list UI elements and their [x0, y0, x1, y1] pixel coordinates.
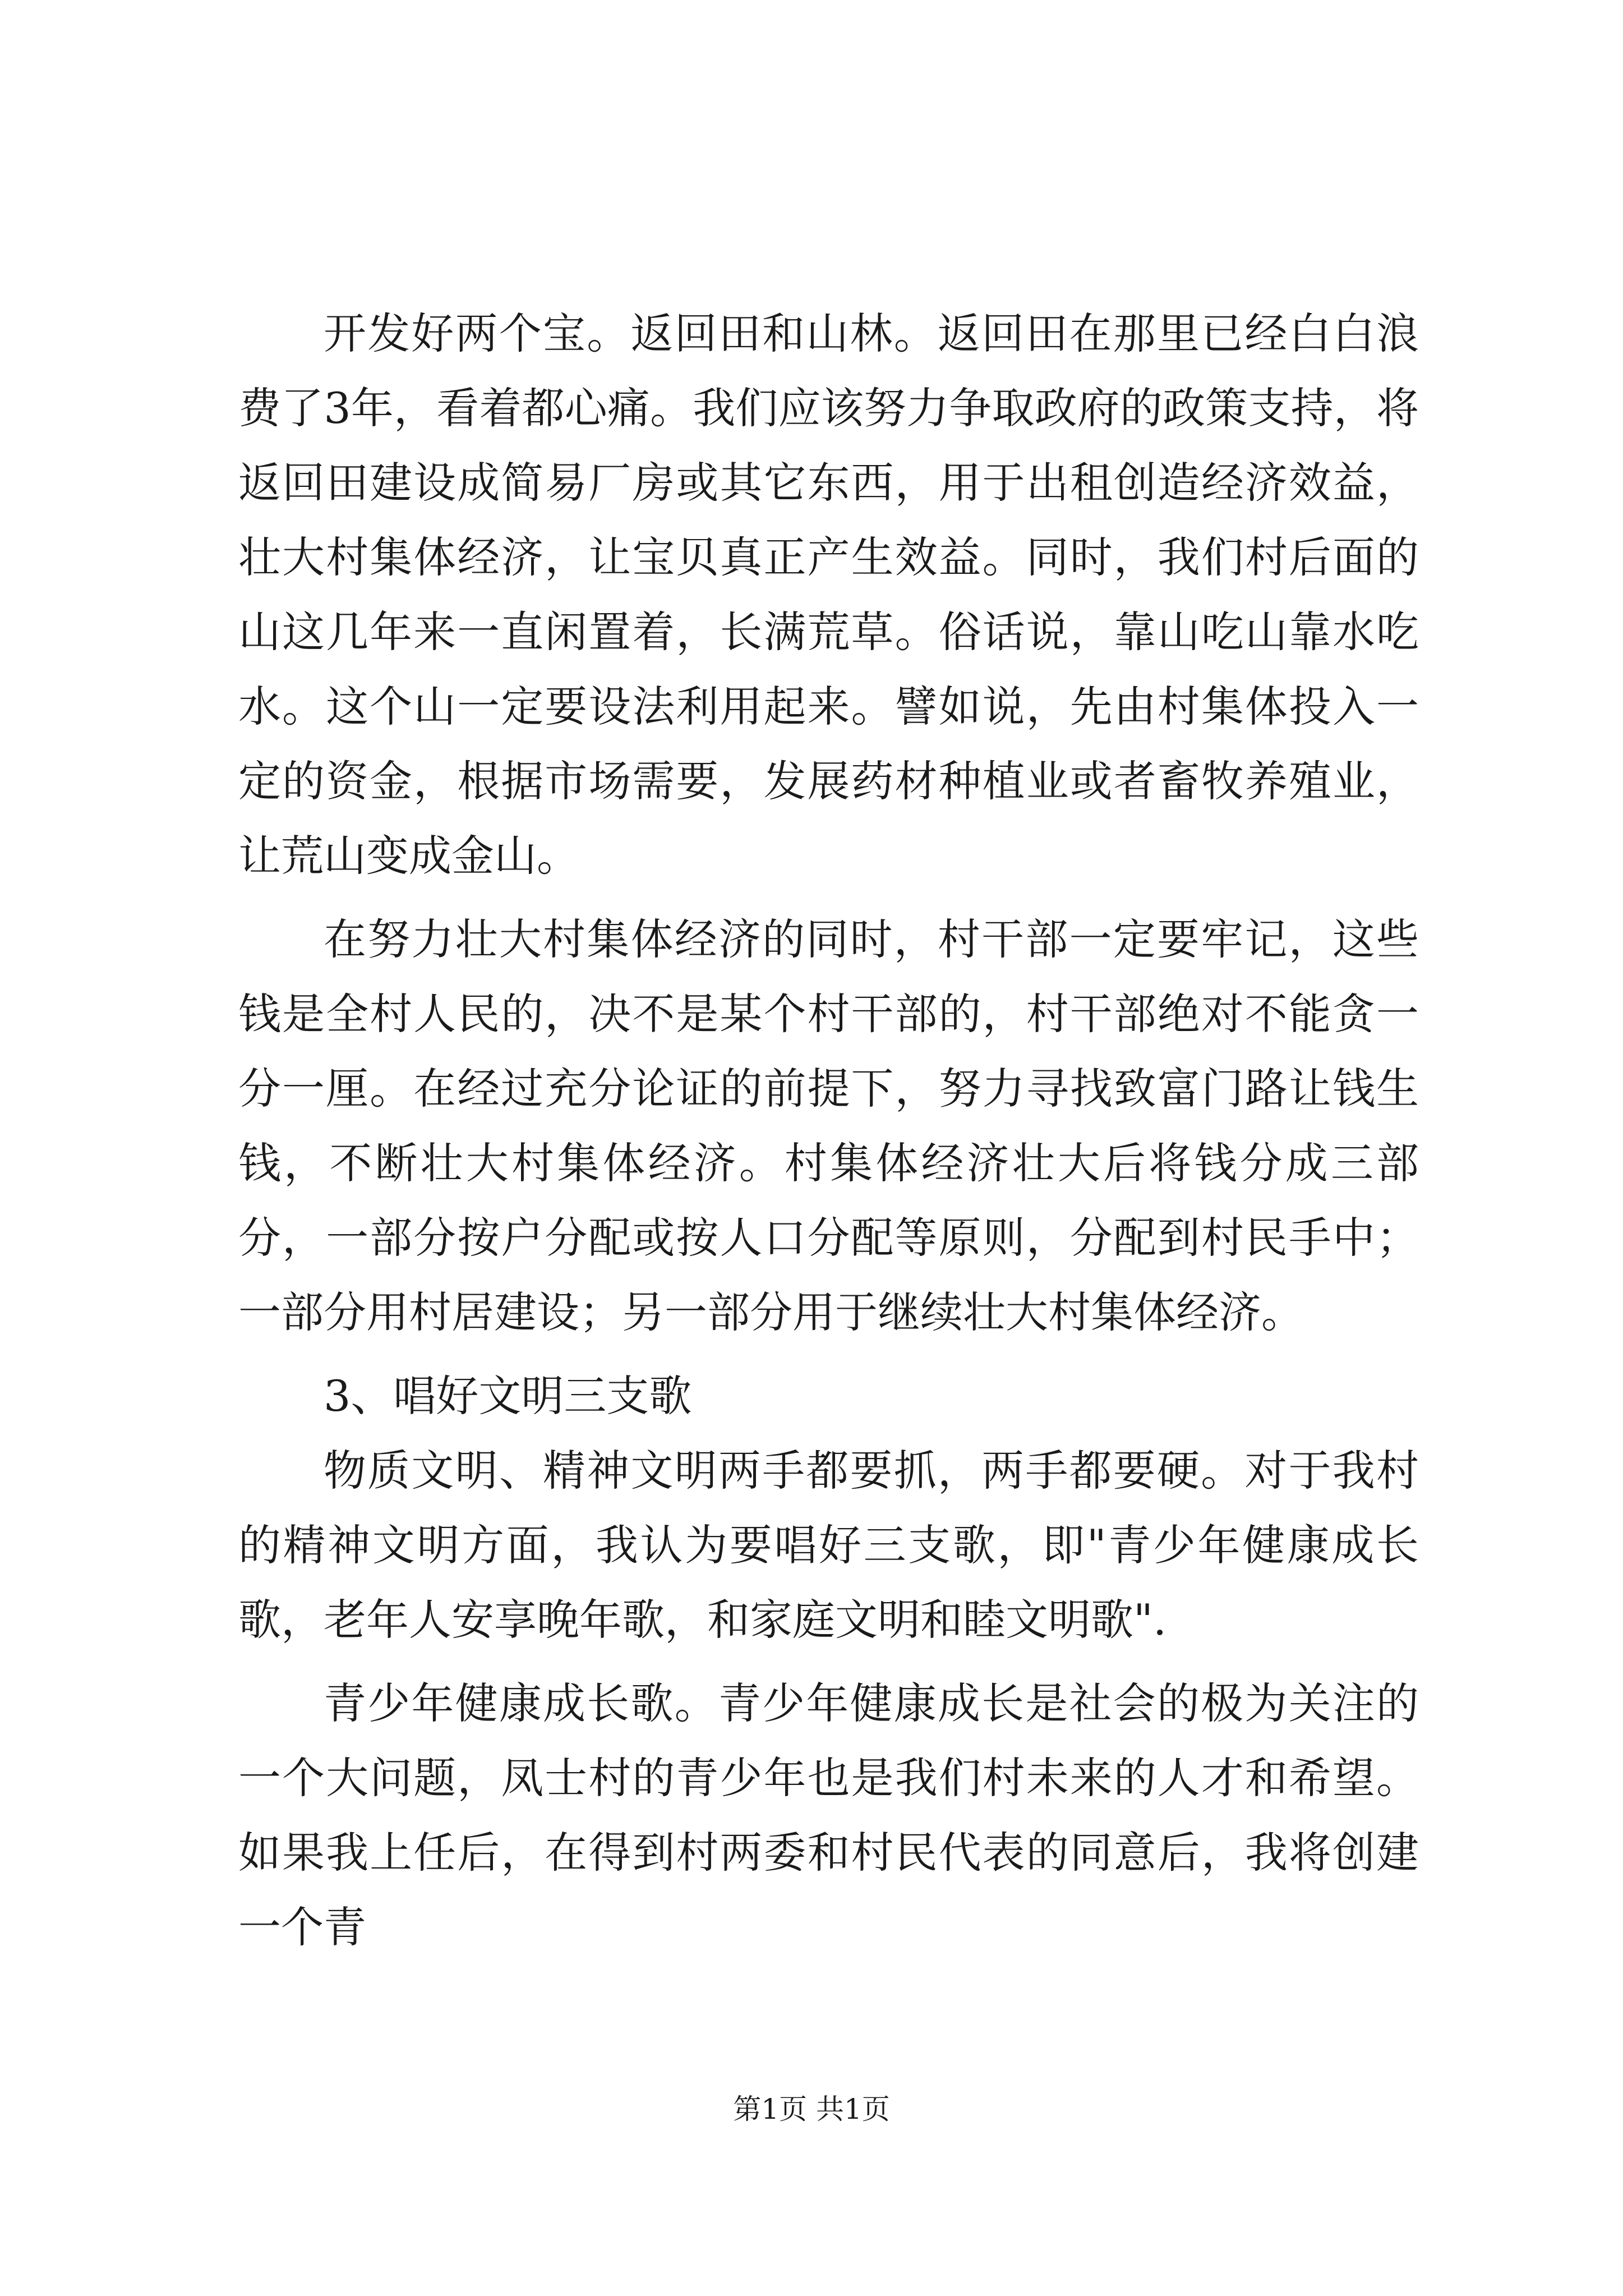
document-body	[238, 296, 1419, 1964]
section-heading-three-songs: 3、唱好文明三支歌	[324, 1371, 692, 1421]
page-footer: 第1页 共1页	[733, 2093, 890, 2125]
paragraph-develop-two-treasures: 开发好两个宝。返回田和山林。返回田在那里已经白白浪费了3年，看着都心痛。我们应该努力争取政府的政策支持，将返回田建设成简易厂房或其它东西，用于出租创造经济效益，壮大村集体经济，让宝贝真正产生效益。同时，我们村后面的山这几年来一直闲置着，长满荒草。俗话说，靠山吃山靠水吃水。这个山一定要设法利用起来。譬如说，先由村集体投入一定的资金，根据市场需要，发展药材种植业或者畜牧养殖业，让荒山变成金山。	[238, 309, 1419, 881]
paragraph-village-collective-economy: 在努力壮大村集体经济的同时，村干部一定要牢记，这些钱是全村人民的，决不是某个村干部的，村干部绝对不能贪一分一厘。在经过充分论证的前提下，努力寻找致富门路让钱生钱，不断壮大村集体经济。村集体经济壮大后将钱分成三部分，一部分按户分配或按人口分配等原则，分配到村民手中；一部分用村居建设；另一部分用于继续壮大村集体经济。	[238, 914, 1419, 1337]
paragraph-spiritual-civilization: 物质文明、精神文明两手都要抓，两手都要硬。对于我村的精神文明方面，我认为要唱好三支歌，即"青少年健康成长歌，老年人安享晚年歌，和家庭文明和睦文明歌".	[238, 1446, 1419, 1645]
paragraph-youth-growth-song: 青少年健康成长歌。青少年健康成长是社会的极为关注的一个大问题，凤士村的青少年也是我们村未来的人才和希望。如果我上任后，在得到村两委和村民代表的同意后，我将创建一个青	[238, 1678, 1419, 1952]
